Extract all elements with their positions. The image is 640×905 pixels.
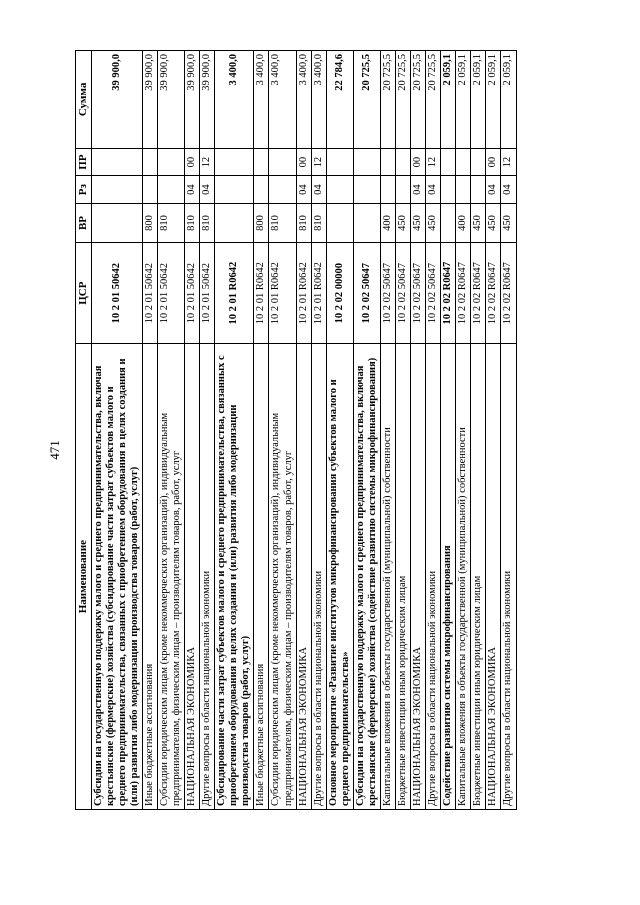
cell-name: Субсидии юридическим лицам (кроме некоммерческих организаций), индивидуальным предпринимателям, физическим лицам – производителям товаров, работ, услуг: [269, 344, 296, 810]
cell-sum: 39 900,0: [91, 51, 142, 149]
cell-rz: 04: [296, 176, 311, 204]
cell-rz: 04: [426, 176, 441, 204]
cell-rz: [157, 176, 184, 204]
cell-rz: 04: [486, 176, 501, 204]
cell-csr: 10 2 01 R0642: [215, 243, 254, 344]
cell-vr: 450: [396, 203, 411, 242]
cell-sum: 3 400,0: [269, 51, 296, 149]
cell-sum: 3 400,0: [311, 51, 326, 149]
cell-csr: 10 2 01 50642: [142, 243, 157, 344]
cell-name: Другие вопросы в области национальной экономики: [200, 344, 215, 810]
cell-vr: 450: [411, 203, 426, 242]
cell-pr: 00: [411, 148, 426, 176]
cell-name: Другие вопросы в области национальной экономики: [311, 344, 326, 810]
cell-sum: 2 059,1: [456, 51, 471, 149]
cell-sum: 39 900,0: [185, 51, 200, 149]
cell-sum: 39 900,0: [157, 51, 184, 149]
cell-csr: 10 2 01 50642: [157, 243, 184, 344]
cell-name: Другие вопросы в области национальной экономики: [426, 344, 441, 810]
table-row: [185, 51, 200, 810]
header-name: Наименование: [76, 344, 92, 810]
cell-vr: 810: [200, 203, 215, 242]
cell-csr: 10 2 02 00000: [326, 243, 353, 344]
header-rz: Рз: [76, 176, 92, 204]
cell-pr: [471, 148, 486, 176]
cell-pr: 12: [426, 148, 441, 176]
cell-csr: 10 2 02 R0647: [441, 243, 456, 344]
cell-rz: [91, 176, 142, 204]
table-row: [91, 51, 142, 810]
cell-sum: 39 900,0: [200, 51, 215, 149]
rotated-table-container: [75, 50, 517, 810]
cell-csr: 10 2 02 50647: [380, 243, 395, 344]
cell-rz: [142, 176, 157, 204]
cell-vr: 800: [254, 203, 269, 242]
cell-vr: 450: [501, 203, 516, 242]
table-row: [396, 51, 411, 810]
cell-csr: 10 2 01 50642: [185, 243, 200, 344]
table-row: [471, 51, 486, 810]
cell-name: Содействие развитию системы микрофинансирования: [441, 344, 456, 810]
cell-csr: 10 2 02 R0647: [471, 243, 486, 344]
table-row: [142, 51, 157, 810]
cell-csr: 10 2 02 R0647: [501, 243, 516, 344]
cell-rz: 04: [185, 176, 200, 204]
table-row: [411, 51, 426, 810]
cell-csr: 10 2 02 R0647: [456, 243, 471, 344]
table-row: [441, 51, 456, 810]
cell-vr: [441, 203, 456, 242]
cell-sum: 22 784,6: [326, 51, 353, 149]
cell-rz: [269, 176, 296, 204]
table-row: [380, 51, 395, 810]
cell-sum: 20 725,5: [353, 51, 380, 149]
table-row: [311, 51, 326, 810]
cell-rz: 04: [501, 176, 516, 204]
cell-csr: 10 2 01 R0642: [311, 243, 326, 344]
cell-sum: 39 900,0: [142, 51, 157, 149]
cell-pr: 00: [486, 148, 501, 176]
cell-pr: [142, 148, 157, 176]
cell-name: Бюджетные инвестиции иным юридическим лицам: [471, 344, 486, 810]
cell-sum: 3 400,0: [296, 51, 311, 149]
cell-name: Субсидии на государственную поддержку малого и среднего предпринимательства, включая крестьянские (фермерские) хозяйства (субсидирование части затрат субъектов малого и среднего предпринимательства, связанных с приобретением оборудования в целях создания и (или) развития либо модернизации производства товаров (работ, услуг): [91, 344, 142, 810]
cell-rz: [441, 176, 456, 204]
table-row: [353, 51, 380, 810]
cell-name: Субсидии на государственную поддержку малого и среднего предпринимательства, включая крестьянские (фермерские) хозяйства (содействие развитию системы микрофинансирования): [353, 344, 380, 810]
cell-rz: 04: [311, 176, 326, 204]
table-row: [200, 51, 215, 810]
cell-pr: [353, 148, 380, 176]
cell-pr: [215, 148, 254, 176]
cell-name: Иные бюджетные ассигнования: [142, 344, 157, 810]
cell-rz: [471, 176, 486, 204]
cell-sum: 20 725,5: [380, 51, 395, 149]
cell-vr: 400: [380, 203, 395, 242]
cell-pr: 00: [296, 148, 311, 176]
cell-rz: [215, 176, 254, 204]
cell-sum: 3 400,0: [254, 51, 269, 149]
cell-vr: 800: [142, 203, 157, 242]
cell-sum: 20 725,5: [426, 51, 441, 149]
cell-sum: 20 725,5: [411, 51, 426, 149]
cell-pr: [456, 148, 471, 176]
cell-csr: 10 2 01 R0642: [254, 243, 269, 344]
cell-rz: [380, 176, 395, 204]
cell-name: Капитальные вложения в объекты государственной (муниципальной) собственности: [380, 344, 395, 810]
cell-pr: 00: [185, 148, 200, 176]
header-csr: ЦСР: [76, 243, 92, 344]
cell-vr: 810: [296, 203, 311, 242]
table-row: [157, 51, 184, 810]
cell-name: НАЦИОНАЛЬНАЯ ЭКОНОМИКА: [185, 344, 200, 810]
cell-name: Основное мероприятие «Развитие институтов микрофинансирования субъектов малого и среднего предпринимательства»: [326, 344, 353, 810]
cell-csr: 10 2 02 R0647: [486, 243, 501, 344]
cell-name: Субсидирование части затрат субъектов малого и среднего предпринимательства, связанных с приобретением оборудования в целях создания и (или) развития либо модернизации производства товаров (работ, услуг): [215, 344, 254, 810]
cell-sum: 2 059,1: [486, 51, 501, 149]
header-sum: Сумма: [76, 51, 92, 149]
cell-rz: 04: [200, 176, 215, 204]
table-row: [501, 51, 516, 810]
cell-vr: 810: [185, 203, 200, 242]
table-row: [254, 51, 269, 810]
cell-vr: [215, 203, 254, 242]
table-body: [91, 51, 516, 810]
cell-name: Другие вопросы в области национальной экономики: [501, 344, 516, 810]
cell-pr: [441, 148, 456, 176]
cell-pr: [326, 148, 353, 176]
cell-pr: 12: [200, 148, 215, 176]
cell-csr: 10 2 02 50647: [426, 243, 441, 344]
cell-pr: [380, 148, 395, 176]
cell-name: НАЦИОНАЛЬНАЯ ЭКОНОМИКА: [411, 344, 426, 810]
table-row: [456, 51, 471, 810]
cell-vr: 810: [157, 203, 184, 242]
table-header-row: [76, 51, 92, 810]
table-row: [426, 51, 441, 810]
cell-pr: [254, 148, 269, 176]
cell-vr: [326, 203, 353, 242]
cell-vr: 400: [456, 203, 471, 242]
header-pr: ПР: [76, 148, 92, 176]
cell-vr: 450: [486, 203, 501, 242]
cell-name: НАЦИОНАЛЬНАЯ ЭКОНОМИКА: [296, 344, 311, 810]
cell-name: Бюджетные инвестиции иным юридическим лицам: [396, 344, 411, 810]
cell-csr: 10 2 01 R0642: [296, 243, 311, 344]
budget-table: [75, 50, 517, 810]
cell-vr: 450: [471, 203, 486, 242]
cell-rz: [396, 176, 411, 204]
cell-pr: [269, 148, 296, 176]
cell-csr: 10 2 02 50647: [396, 243, 411, 344]
cell-csr: 10 2 01 R0642: [269, 243, 296, 344]
cell-pr: [157, 148, 184, 176]
cell-sum: 2 059,1: [501, 51, 516, 149]
cell-csr: 10 2 01 50642: [91, 243, 142, 344]
cell-csr: 10 2 02 50647: [411, 243, 426, 344]
table-row: [296, 51, 311, 810]
cell-sum: 3 400,0: [215, 51, 254, 149]
cell-vr: 450: [426, 203, 441, 242]
table-row: [486, 51, 501, 810]
cell-name: Иные бюджетные ассигнования: [254, 344, 269, 810]
cell-pr: 12: [311, 148, 326, 176]
cell-sum: 2 059,1: [471, 51, 486, 149]
cell-csr: 10 2 02 50647: [353, 243, 380, 344]
cell-vr: [91, 203, 142, 242]
table-row: [215, 51, 254, 810]
table-row: [269, 51, 296, 810]
header-vr: ВР: [76, 203, 92, 242]
page-number: 471: [47, 440, 62, 460]
cell-rz: [326, 176, 353, 204]
cell-rz: [353, 176, 380, 204]
cell-name: Капитальные вложения в объекты государственной (муниципальной) собственности: [456, 344, 471, 810]
cell-sum: 20 725,5: [396, 51, 411, 149]
cell-rz: [254, 176, 269, 204]
cell-rz: [456, 176, 471, 204]
cell-pr: [396, 148, 411, 176]
cell-name: НАЦИОНАЛЬНАЯ ЭКОНОМИКА: [486, 344, 501, 810]
cell-vr: [353, 203, 380, 242]
cell-pr: [91, 148, 142, 176]
cell-csr: 10 2 01 50642: [200, 243, 215, 344]
cell-vr: 810: [269, 203, 296, 242]
cell-vr: 810: [311, 203, 326, 242]
cell-name: Субсидии юридическим лицам (кроме некоммерческих организаций), индивидуальным предпринимателям, физическим лицам – производителям товаров, работ, услуг: [157, 344, 184, 810]
table-row: [326, 51, 353, 810]
cell-sum: 2 059,1: [441, 51, 456, 149]
cell-rz: 04: [411, 176, 426, 204]
cell-pr: 12: [501, 148, 516, 176]
